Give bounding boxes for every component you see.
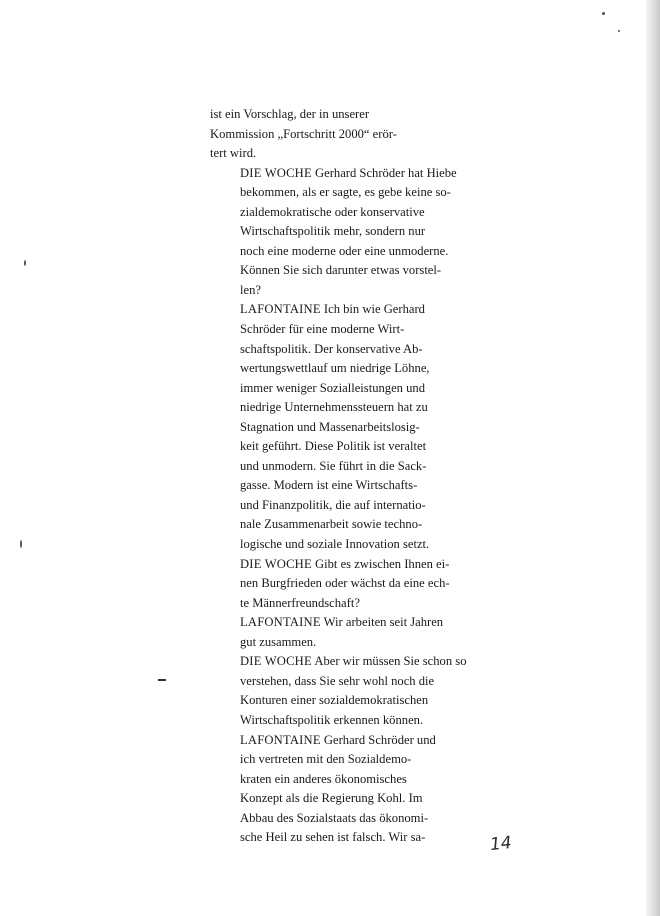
- text-line: [210, 770, 470, 790]
- text-line: [210, 183, 470, 203]
- line-text: Konturen einer sozialdemokratischen: [240, 693, 429, 708]
- line-text: Konzept als die Regierung Kohl. Im: [240, 791, 423, 806]
- text-line: [210, 535, 470, 555]
- paragraph: [210, 613, 470, 652]
- line-text: verstehen, dass Sie sehr wohl noch die: [240, 673, 435, 688]
- paragraph: [210, 300, 470, 554]
- text-line: [210, 281, 470, 301]
- interview-text: [210, 105, 470, 848]
- text-line: [210, 496, 470, 516]
- margin-tick-mark: [158, 679, 166, 681]
- text-line: [210, 359, 470, 379]
- line-text: und unmodern. Sie führt in die Sack-: [240, 458, 427, 473]
- text-line: [210, 476, 470, 496]
- text-line: [210, 105, 470, 125]
- text-line: [210, 300, 470, 320]
- text-line: [210, 242, 470, 262]
- line-text: immer weniger Sozialleistungen und: [240, 380, 426, 395]
- text-line: [210, 731, 470, 751]
- line-text: Gerhard Schröder und: [323, 732, 436, 747]
- speaker-name: LAFONTAINE: [240, 302, 321, 317]
- text-line: [210, 633, 470, 653]
- line-text: Wir arbeiten seit Jahren: [323, 615, 444, 630]
- text-line: [210, 574, 470, 594]
- line-text: sche Heil zu sehen ist falsch. Wir sa-: [240, 830, 426, 845]
- line-text: Wirtschaftspolitik mehr, sondern nur: [240, 224, 426, 239]
- line-text: Stagnation und Massenarbeitslosig-: [240, 419, 420, 434]
- text-line: [210, 789, 470, 809]
- text-line: [210, 555, 470, 575]
- text-line: [210, 809, 470, 829]
- line-text: tert wird.: [210, 146, 257, 161]
- line-text: ist ein Vorschlag, der in unserer: [210, 107, 370, 121]
- text-line: [210, 379, 470, 399]
- line-text: bekommen, als er sagte, es gebe keine so-: [240, 185, 451, 200]
- text-line: [210, 457, 470, 477]
- text-line: [210, 261, 470, 281]
- speaker-name: DIE WOCHE: [240, 165, 312, 180]
- line-text: niedrige Unternehmenssteuern hat zu: [240, 400, 428, 415]
- paragraph: [210, 164, 470, 301]
- scan-speck: [602, 12, 605, 15]
- line-text: und Finanzpolitik, die auf internatio-: [240, 497, 426, 512]
- scan-speck: [618, 30, 620, 32]
- line-text: gut zusammen.: [240, 634, 317, 649]
- text-line: [210, 750, 470, 770]
- line-text: Wirtschaftspolitik erkennen können.: [240, 712, 424, 727]
- text-line: [210, 418, 470, 438]
- line-text: schaftspolitik. Der konservative Ab-: [240, 341, 423, 356]
- line-text: Schröder für eine moderne Wirt-: [240, 322, 405, 337]
- text-line: [210, 711, 470, 731]
- line-text: Gerhard Schröder hat Hiebe: [315, 165, 457, 180]
- line-text: logische und soziale Innovation setzt.: [240, 537, 430, 552]
- text-line: [210, 652, 470, 672]
- text-line: [210, 340, 470, 360]
- text-line: [210, 672, 470, 692]
- line-text: Abbau des Sozialstaats das ökonomi-: [240, 810, 429, 825]
- page-edge-shadow: [646, 0, 660, 916]
- text-line: [210, 164, 470, 184]
- speaker-name: LAFONTAINE: [240, 615, 321, 630]
- line-text: ich vertreten mit den Sozialdemo-: [240, 752, 412, 767]
- text-line: [210, 125, 470, 145]
- speaker-name: LAFONTAINE: [240, 732, 321, 747]
- line-text: len?: [240, 282, 261, 297]
- line-text: Können Sie sich darunter etwas vorstel-: [240, 263, 442, 278]
- text-line: [210, 203, 470, 223]
- text-line: [210, 828, 470, 848]
- text-line: [210, 691, 470, 711]
- text-line: [210, 437, 470, 457]
- paragraph: [210, 105, 470, 164]
- line-text: noch eine moderne oder eine unmoderne.: [240, 243, 449, 258]
- paragraph: [210, 555, 470, 614]
- page-number: 14: [489, 832, 513, 856]
- line-text: kraten ein anderes ökonomisches: [240, 771, 407, 786]
- line-text: keit geführt. Diese Politik ist veraltet: [240, 439, 427, 454]
- text-line: [210, 515, 470, 535]
- line-text: gasse. Modern ist eine Wirtschafts-: [240, 478, 418, 493]
- text-line: [210, 222, 470, 242]
- paragraph: [210, 652, 470, 730]
- text-line: [210, 594, 470, 614]
- text-line: [210, 613, 470, 633]
- scan-speck: [24, 260, 26, 266]
- line-text: nale Zusammenarbeit sowie techno-: [240, 517, 423, 532]
- text-line: [210, 320, 470, 340]
- line-text: Ich bin wie Gerhard: [323, 302, 425, 317]
- line-text: Kommission „Fortschritt 2000“ erör-: [210, 126, 397, 141]
- scan-speck: [20, 540, 22, 548]
- line-text: wertungswettlauf um niedrige Löhne,: [240, 361, 430, 376]
- text-line: [210, 144, 470, 164]
- speaker-name: DIE WOCHE: [240, 556, 312, 571]
- paragraph: [210, 731, 470, 848]
- speaker-name: DIE WOCHE: [240, 654, 312, 669]
- line-text: Aber wir müssen Sie schon so: [314, 654, 467, 669]
- line-text: zialdemokratische oder konservative: [240, 204, 425, 219]
- line-text: nen Burgfrieden oder wächst da eine ech-: [240, 576, 450, 591]
- line-text: te Männerfreundschaft?: [240, 595, 360, 610]
- line-text: Gibt es zwischen Ihnen ei-: [315, 556, 450, 571]
- text-line: [210, 398, 470, 418]
